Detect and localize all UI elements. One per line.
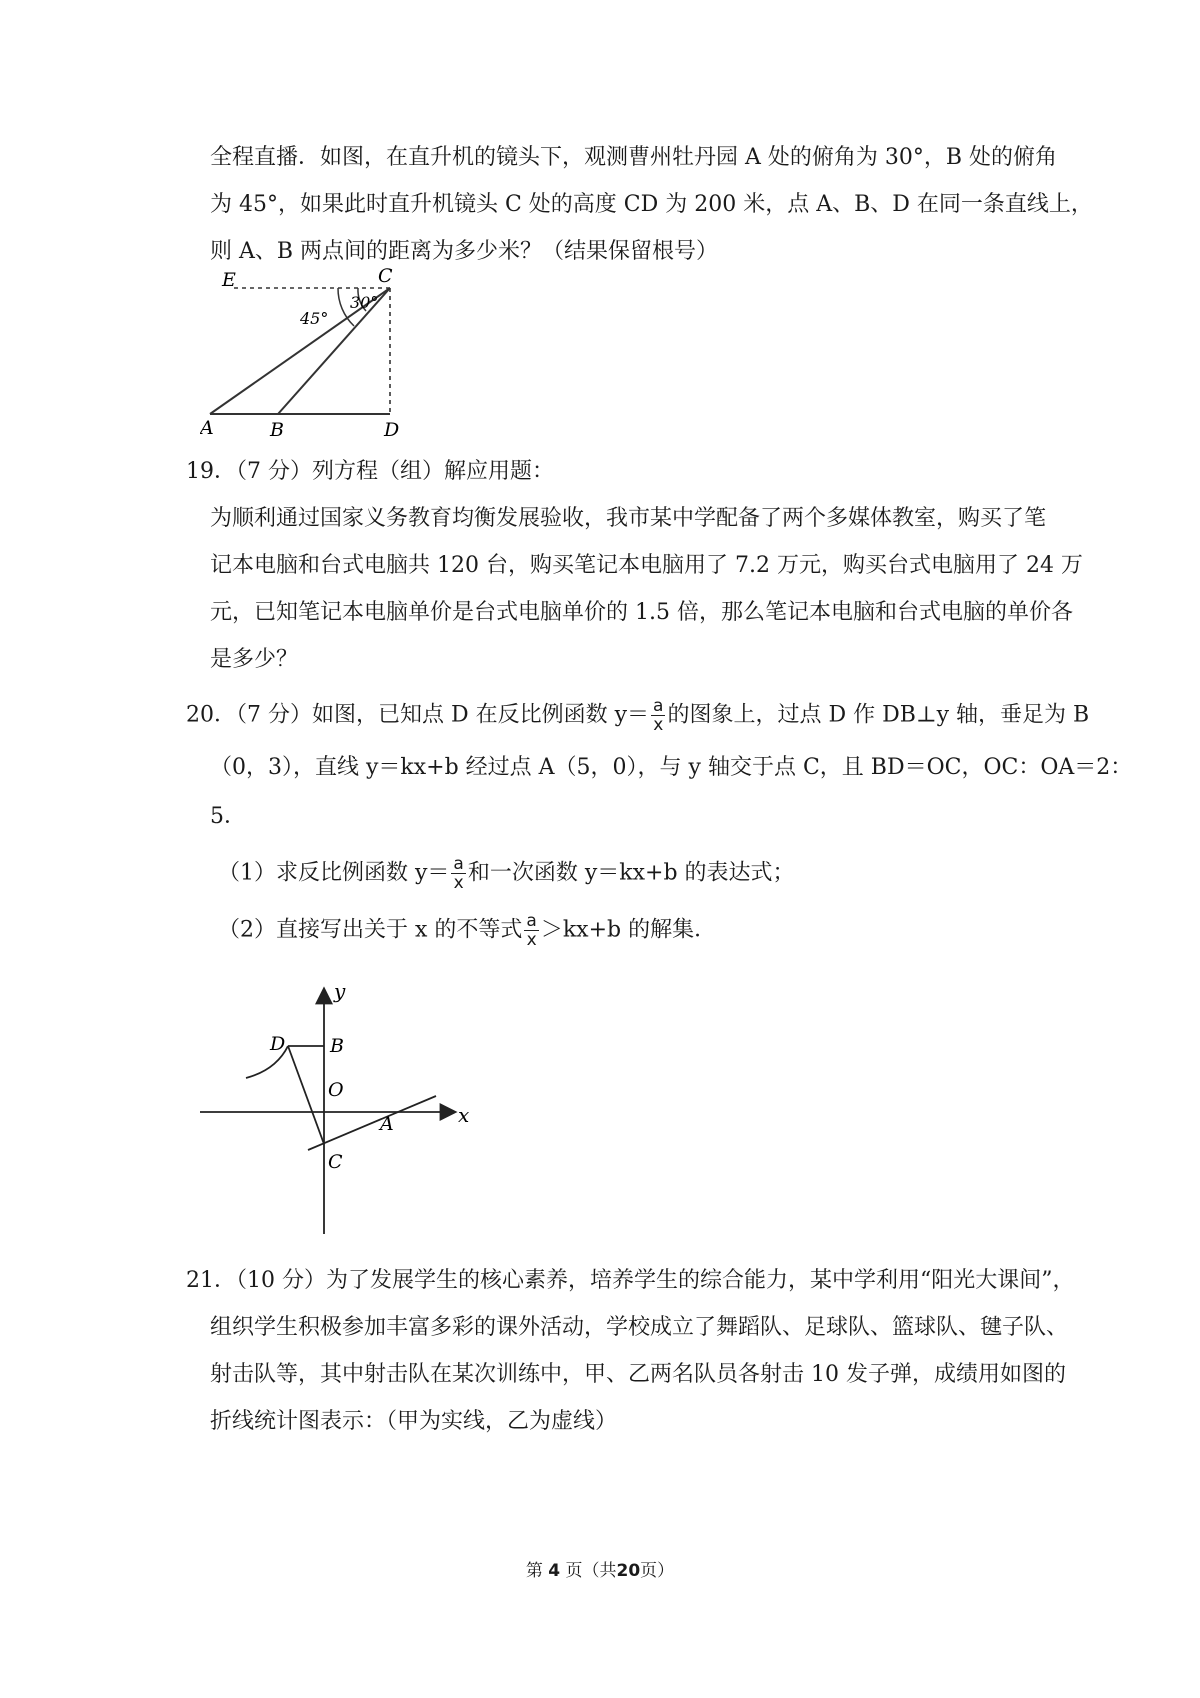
q20-part1-a: （1）求反比例函数 y＝ bbox=[218, 860, 450, 886]
line-ac bbox=[308, 1096, 436, 1150]
fraction-numerator: a bbox=[526, 911, 537, 931]
q20-figure bbox=[200, 978, 480, 1236]
fraction-numerator: a bbox=[453, 854, 464, 874]
fraction-a-over-x bbox=[451, 855, 465, 892]
q19-text-line-4: 元，已知笔记本电脑单价是台式电脑单价的 1.5 倍，那么笔记本电脑和台式电脑的单价各 bbox=[210, 600, 1073, 625]
label-y: y bbox=[334, 979, 346, 1003]
label-a: A bbox=[200, 417, 214, 439]
q18-figure bbox=[200, 268, 430, 440]
angle-30-label: 30° bbox=[350, 293, 379, 312]
page-number: 4 bbox=[548, 1561, 561, 1581]
q19-heading: 19．（7 分）列方程（组）解应用题： bbox=[186, 459, 554, 484]
total-pages: 20 bbox=[616, 1561, 641, 1581]
q19-text-line-2: 为顺利通过国家义务教育均衡发展验收，我市某中学配备了两个多媒体教室，购买了笔 bbox=[210, 506, 1047, 531]
q19-text-line-5: 是多少？ bbox=[210, 647, 299, 672]
footer-middle: 页（共 bbox=[565, 1561, 617, 1581]
q21-text-line-3: 射击队等，其中射击队在某次训练中，甲、乙两名队员各射击 10 发子弹，成绩用如图的 bbox=[210, 1362, 1066, 1387]
angle-45-label: 45° bbox=[300, 309, 329, 328]
q20-part2-b: ＞kx+b 的解集． bbox=[540, 917, 717, 943]
label-b: B bbox=[330, 1035, 344, 1057]
footer-prefix: 第 bbox=[525, 1561, 543, 1581]
q21-heading: 21．（10 分）为了发展学生的核心素养，培养学生的综合能力，某中学利用“阳光大课间”， bbox=[186, 1268, 1075, 1293]
label-o: O bbox=[328, 1079, 344, 1101]
q18-text-line-2: 为 45°，如果此时直升机镜头 C 处的高度 CD 为 200 米，点 A、B、D 在同一条直线上， bbox=[210, 192, 1093, 217]
q21-text-line-4: 折线统计图表示：（甲为实线，乙为虚线） bbox=[210, 1409, 618, 1434]
label-c: C bbox=[328, 1151, 343, 1173]
q20-heading bbox=[186, 696, 1090, 735]
segment-dc bbox=[288, 1046, 324, 1144]
q20-part1-b: 和一次函数 y＝kx+b 的表达式； bbox=[467, 860, 795, 886]
q20-text-line-2: （0，3），直线 y＝kx+b 经过点 A（5，0），与 y 轴交于点 C，且 BD＝OC，OC：OA＝2： bbox=[210, 755, 1133, 780]
q20-line1-part-b: 的图象上，过点 D 作 DB⊥y 轴，垂足为 B bbox=[667, 702, 1090, 728]
fraction-denominator: x bbox=[453, 873, 464, 893]
q20-text-line-3: 5． bbox=[210, 804, 246, 829]
label-x: x bbox=[458, 1103, 470, 1127]
label-d: D bbox=[384, 419, 400, 440]
q18-text-line-3: 则 A、B 两点间的距离为多少米？（结果保留根号） bbox=[210, 239, 719, 264]
q20-line1-part-a: 20．（7 分）如图，已知点 D 在反比例函数 y＝ bbox=[186, 702, 650, 728]
q20-part-1 bbox=[218, 855, 1048, 892]
q21-text-line-2: 组织学生积极参加丰富多彩的课外活动，学校成立了舞蹈队、足球队、篮球队、毽子队、 bbox=[210, 1315, 1069, 1340]
label-a: A bbox=[380, 1113, 394, 1135]
fraction-a-over-x bbox=[524, 912, 538, 949]
q18-text-line-1: 全程直播．如图，在直升机的镜头下，观测曹州牡丹园 A 处的俯角为 30°，B 处的俯角 bbox=[210, 145, 1058, 170]
page-footer bbox=[0, 1556, 1200, 1581]
label-b: B bbox=[270, 419, 284, 440]
q19-text-line-3: 记本电脑和台式电脑共 120 台，购买笔记本电脑用了 7.2 万元，购买台式电脑用了 24 万 bbox=[210, 553, 1083, 578]
label-e: E bbox=[222, 269, 236, 291]
label-d: D bbox=[270, 1033, 286, 1055]
label-c: C bbox=[378, 268, 393, 287]
q20-part-2 bbox=[218, 912, 1048, 949]
fraction-denominator: x bbox=[526, 930, 537, 950]
fraction-numerator: a bbox=[653, 696, 664, 716]
footer-suffix: 页） bbox=[640, 1561, 675, 1581]
q20-part2-a: （2）直接写出关于 x 的不等式 bbox=[218, 917, 523, 943]
fraction-a-over-x bbox=[651, 697, 665, 734]
fraction-denominator: x bbox=[653, 715, 664, 735]
